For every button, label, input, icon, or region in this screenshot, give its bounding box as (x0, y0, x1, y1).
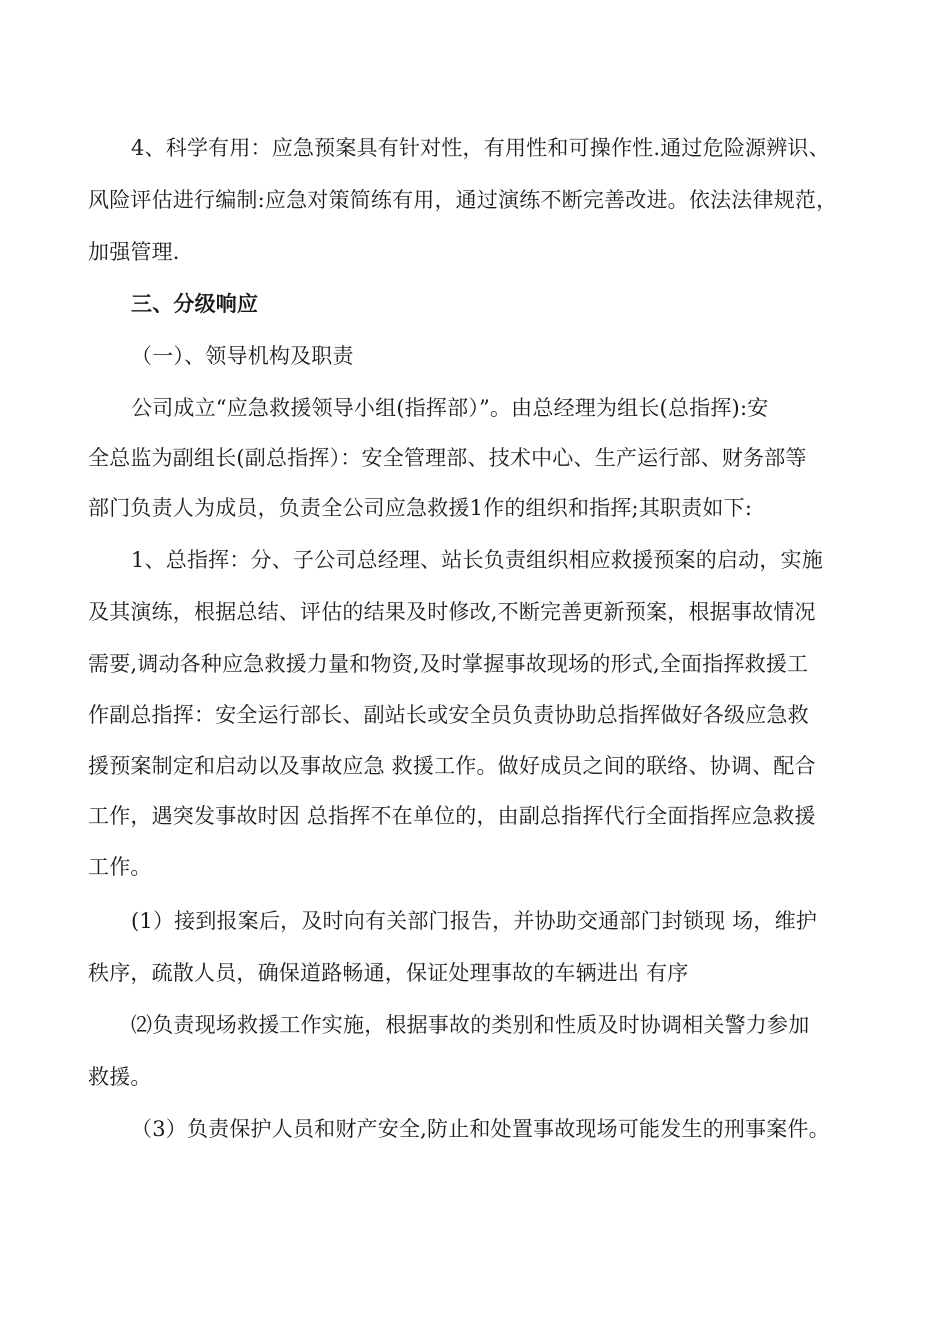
paragraph-line: 作副总指挥：安全运行部长、副站长或安全员负责协助总指挥做好各级应急救 (88, 703, 809, 727)
paragraph-line: 工作，遇突发事故时因 总指挥不在单位的，由副总指挥代行全面指挥应急救援 (88, 804, 816, 828)
list-item-line: 秩序，疏散人员，确保道路畅通，保证处理事故的车辆进出 有序 (88, 961, 689, 985)
list-item-line: 救援。 (88, 1065, 152, 1089)
paragraph-line: 加强管理. (88, 240, 180, 264)
paragraph-line: 公司成立“应急救援领导小组(指挥部）”。由总经理为组长(总指挥):安 (131, 396, 769, 420)
paragraph-line: 风险评估进行编制:应急对策简练有用，通过演练不断完善改进。依法法律规范， (88, 188, 838, 212)
paragraph-line: 及其演练，根据总结、评估的结果及时修改,不断完善更新预案，根据事故情况 (88, 600, 816, 624)
paragraph-line: 援预案制定和启动以及事故应急 救援工作。做好成员之间的联络、协调、配合 (88, 754, 816, 778)
paragraph-line: 工作。 (88, 855, 152, 879)
list-item-line: (1）接到报案后，及时向有关部门报告，并协助交通部门封锁现 场，维护 (131, 909, 818, 933)
paragraph-line: 需要,调动各种应急救援力量和物资,及时掌握事故现场的形式,全面指挥救援工 (88, 652, 809, 676)
section-heading: 三、分级响应 (131, 292, 259, 316)
list-item-line: ⑵负责现场救援工作实施，根据事故的类别和性质及时协调相关警力参加 (131, 1013, 810, 1037)
paragraph-line: 全总监为副组长(副总指挥）：安全管理部、技术中心、生产运行部、财务部等 (88, 446, 807, 470)
paragraph-line: 1、总指挥：分、子公司总经理、站长负责组织相应救援预案的启动，实施 (131, 548, 823, 572)
list-item-line: （3）负责保护人员和财产安全,防止和处置事故现场可能发生的刑事案件。 (131, 1117, 830, 1141)
subsection-heading: （一）、领导机构及职责 (131, 344, 354, 368)
paragraph-line: 部门负责人为成员，负责全公司应急救援1作的组织和指挥;其职责如下: (88, 496, 753, 520)
paragraph-line: 4、科学有用：应急预案具有针对性，有用性和可操作性.通过危险源辨识、 (131, 136, 830, 160)
